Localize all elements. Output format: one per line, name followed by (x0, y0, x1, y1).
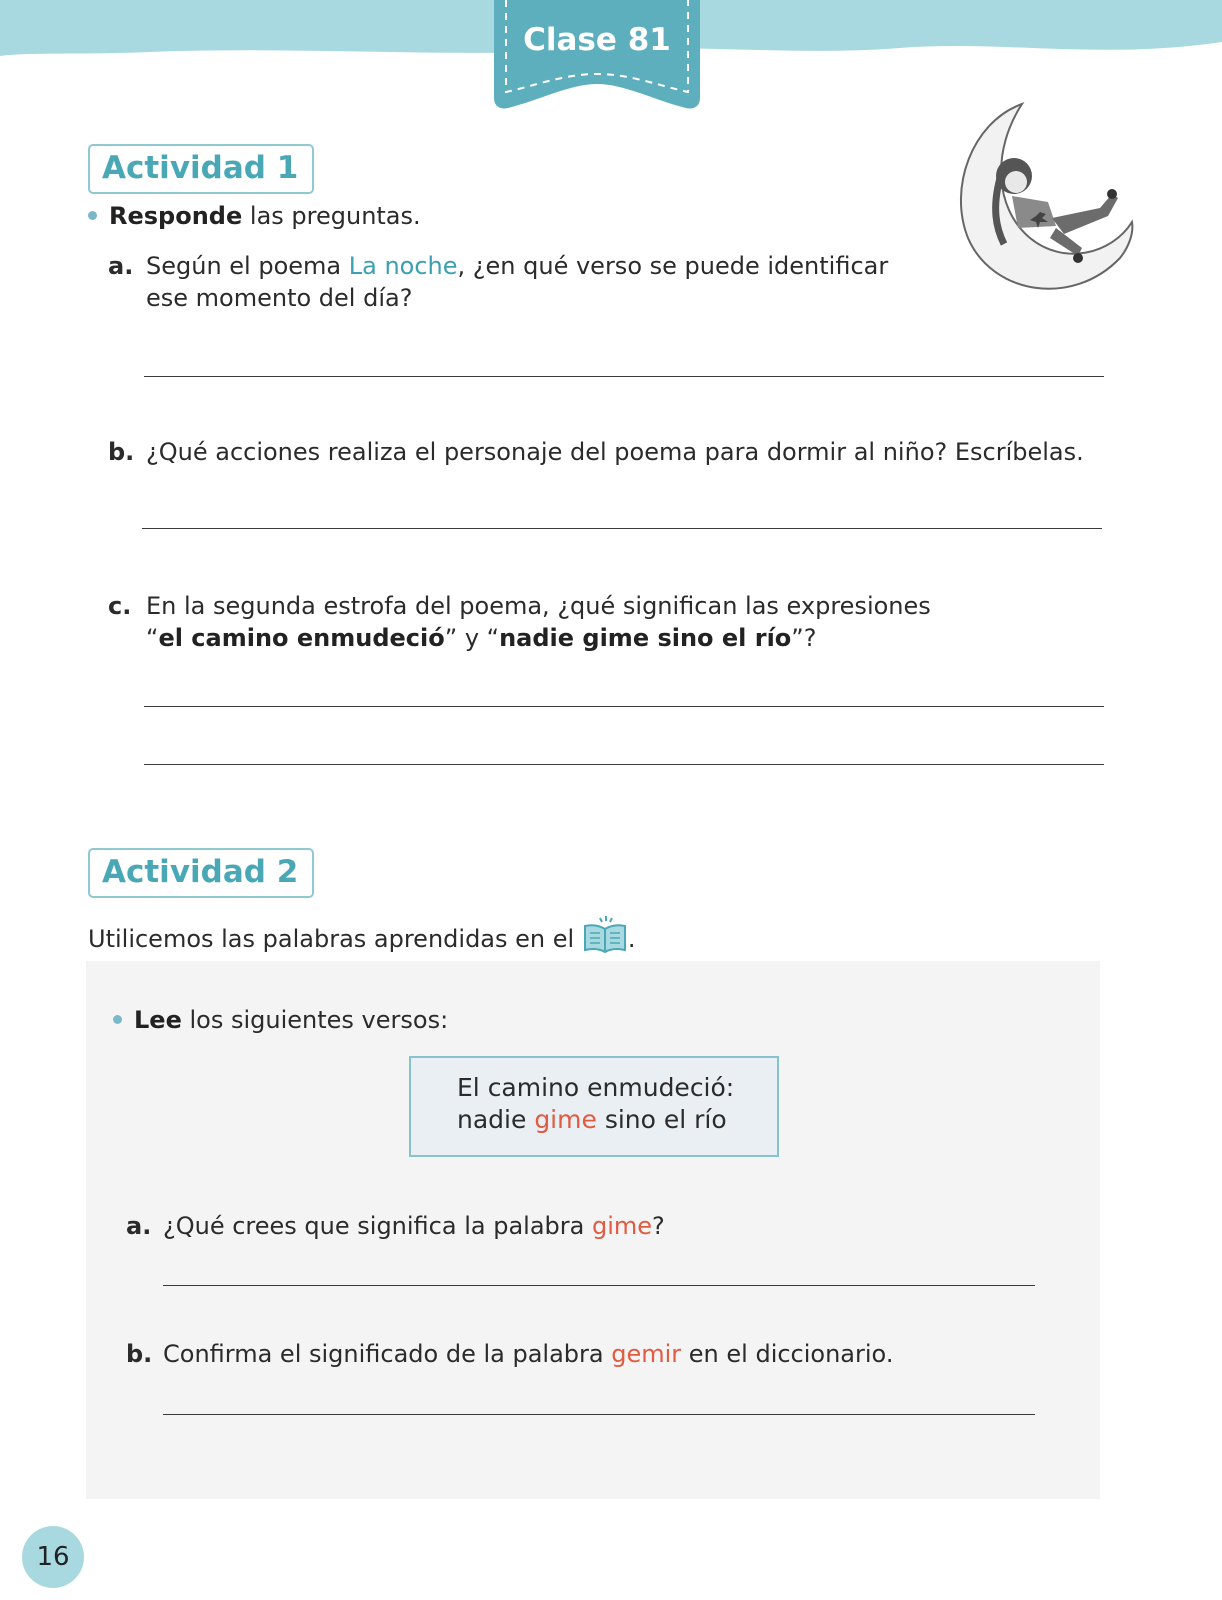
question-letter-2b: b. (126, 1340, 153, 1368)
question-c-line1: En la segunda estrofa del poema, ¿qué significan las expresiones (146, 592, 931, 620)
answer-line-a[interactable] (144, 376, 1104, 377)
answer-line-2a[interactable] (163, 1285, 1035, 1286)
open-book-icon (582, 914, 628, 954)
question-letter-a: a. (108, 252, 134, 280)
instruction-verb: Lee (134, 1006, 182, 1034)
bullet-icon (113, 1015, 122, 1024)
highlighted-word: gime (591, 1212, 653, 1240)
question-2b-text (163, 1338, 893, 1370)
bullet-icon (88, 211, 97, 220)
verse-line-1: El camino enmudeció: (457, 1073, 735, 1102)
actividad-2-heading: Actividad 2 (88, 848, 314, 898)
question-c-line2 (146, 622, 816, 654)
answer-line-2b[interactable] (163, 1414, 1035, 1415)
girl-on-moon-illustration (952, 98, 1142, 296)
highlighted-word: gemir (611, 1340, 682, 1368)
intro-period: . (627, 925, 636, 953)
quote-mark: ” y “ (444, 624, 500, 652)
question-part: ? (652, 1212, 665, 1240)
actividad-1-heading: Actividad 1 (88, 144, 314, 194)
question-letter-c: c. (108, 592, 132, 620)
highlighted-word: gime (534, 1105, 597, 1134)
actividad-2-instruction (113, 1004, 448, 1036)
instruction-text: los siguientes versos: (181, 1006, 449, 1034)
intro-text: Utilicemos las palabras aprendidas en el (88, 925, 575, 953)
poem-title: La noche (348, 252, 458, 280)
question-part: Confirma el significado de la palabra (163, 1340, 612, 1368)
question-letter-b: b. (108, 438, 135, 466)
quote-mark: ”? (791, 624, 817, 652)
answer-line-c1[interactable] (144, 706, 1104, 707)
answer-line-b[interactable] (142, 528, 1102, 529)
verse-box (409, 1056, 779, 1157)
question-part: ¿Qué crees que significa la palabra (163, 1212, 592, 1240)
question-a-part: , ¿en qué verso se puede identificar (457, 252, 889, 280)
verse-part: nadie (457, 1105, 535, 1134)
quote-mark: “ (146, 624, 159, 652)
question-2a-text (163, 1210, 665, 1242)
answer-line-c2[interactable] (144, 764, 1104, 765)
expression-1: el camino enmudeció (158, 624, 445, 652)
verse-line-2 (457, 1104, 727, 1136)
verse-part: sino el río (596, 1105, 727, 1134)
page-number: 16 (22, 1526, 84, 1588)
page-title: Clase 81 (523, 22, 671, 58)
question-b-text: ¿Qué acciones realiza el personaje del poema para dormir al niño? Escríbelas. (146, 438, 1084, 466)
question-a-text (146, 250, 888, 282)
question-a-line2: ese momento del día? (146, 284, 413, 312)
question-a-part: Según el poema (146, 252, 349, 280)
instruction-verb: Responde (109, 202, 243, 230)
instruction-text: las preguntas. (242, 202, 421, 230)
actividad-2-intro (88, 920, 635, 960)
actividad-1-instruction (88, 200, 421, 232)
question-part: en el diccionario. (681, 1340, 894, 1368)
question-letter-2a: a. (126, 1212, 152, 1240)
expression-2: nadie gime sino el río (499, 624, 792, 652)
